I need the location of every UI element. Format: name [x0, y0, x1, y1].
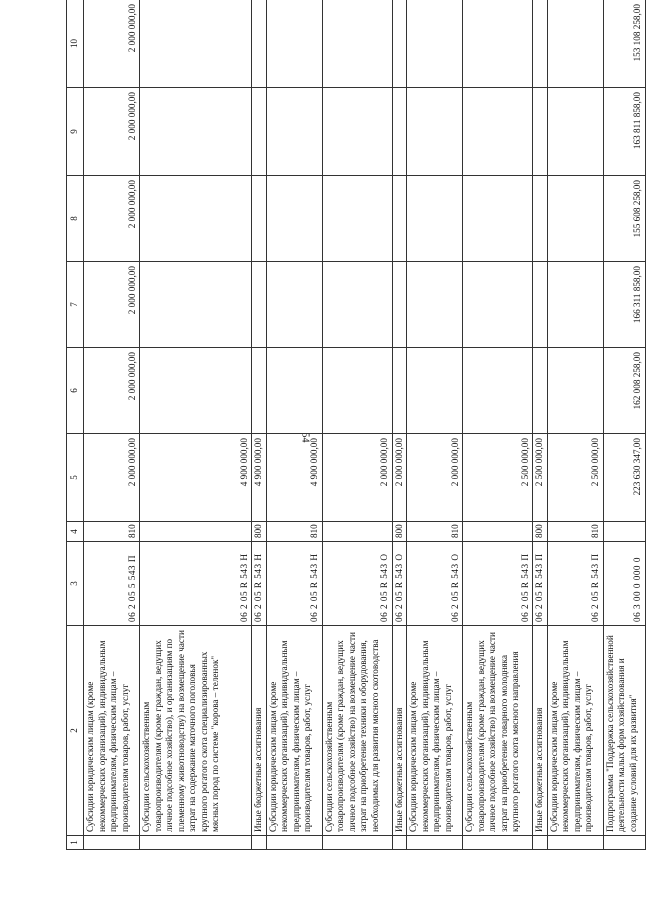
first-col-cell [140, 836, 252, 850]
table-row [140, 0, 252, 850]
row-vr [322, 522, 392, 542]
value-col-10 [322, 0, 392, 88]
value-col-5: 4 900 000,00 [252, 434, 267, 522]
value-col-5: 2 500 000,00 [547, 434, 603, 522]
header-cell: 9 [67, 88, 84, 176]
table-row [84, 0, 140, 850]
value-col-9 [252, 88, 267, 176]
header-cell: 7 [67, 262, 84, 348]
table-row [392, 0, 407, 850]
value-col-6 [463, 348, 533, 434]
row-name: Субсидии сельскохозяйственным товаропроизводителям (кроме граждан, ведущих личное подсобное хозяйство) на возмещение части затрат на приобретение товарного молодняка крупного рогатого скота мясного направления [463, 626, 533, 836]
table-row [266, 0, 322, 850]
value-col-10 [463, 0, 533, 88]
value-col-5: 2 000 000,00 [84, 434, 140, 522]
row-name: Иные бюджетные ассигнования [533, 626, 548, 836]
value-col-5: 4 900 000,00 [140, 434, 252, 522]
table-row [533, 0, 548, 850]
value-col-5: 2 000 000,00 [407, 434, 463, 522]
row-name: Субсидии юридическим лицам (кроме некоммерческих организаций), индивидуальным предпринимателям, физическим лицам – производителям товаров, работ, услуг [266, 626, 322, 836]
value-col-10 [266, 0, 322, 88]
row-code: 06 2 05 R 543 Н [252, 542, 267, 626]
table-row [322, 0, 392, 850]
value-col-6 [266, 348, 322, 434]
value-col-10 [392, 0, 407, 88]
value-col-5: 4 900 000,00 [266, 434, 322, 522]
value-col-8: 155 608 258,00 [603, 176, 645, 262]
value-col-7: 166 311 858,00 [603, 262, 645, 348]
row-name: Иные бюджетные ассигнования [252, 626, 267, 836]
value-col-8 [463, 176, 533, 262]
first-col-cell [547, 836, 603, 850]
first-col-cell [266, 836, 322, 850]
value-col-8 [407, 176, 463, 262]
row-name: Субсидии юридическим лицам (кроме некоммерческих организаций), индивидуальным предпринимателям, физическим лицам – производителям товаров, работ, услуг [84, 626, 140, 836]
table-row [463, 0, 533, 850]
row-code: 06 2 05 5 543 П [84, 542, 140, 626]
value-col-8: 2 000 000,00 [84, 176, 140, 262]
table-row [252, 0, 267, 850]
row-vr [463, 522, 533, 542]
value-col-7 [533, 262, 548, 348]
value-col-6 [322, 348, 392, 434]
row-vr: 810 [407, 522, 463, 542]
value-col-5: 2 500 000,00 [463, 434, 533, 522]
row-vr: 810 [547, 522, 603, 542]
row-name: Иные бюджетные ассигнования [392, 626, 407, 836]
value-col-6: 162 008 258,00 [603, 348, 645, 434]
table-row [407, 0, 463, 850]
first-col-cell [407, 836, 463, 850]
first-col-cell [322, 836, 392, 850]
row-code: 06 2 05 R 543 Н [140, 542, 252, 626]
header-cell: 1 [67, 836, 84, 850]
header-cell: 3 [67, 542, 84, 626]
table-row [547, 0, 603, 850]
value-col-10: 2 000 000,00 [84, 0, 140, 88]
value-col-9 [322, 88, 392, 176]
value-col-5: 2 000 000,00 [392, 434, 407, 522]
value-col-6 [407, 348, 463, 434]
value-col-9 [140, 88, 252, 176]
rotated-page [66, 0, 642, 850]
value-col-7 [140, 262, 252, 348]
row-code: 06 2 05 R 543 О [322, 542, 392, 626]
row-code: 06 2 05 R 543 Н [266, 542, 322, 626]
row-vr: 800 [392, 522, 407, 542]
value-col-7 [407, 262, 463, 348]
header-cell: 2 [67, 626, 84, 836]
value-col-5: 2 000 000,00 [322, 434, 392, 522]
header-cell: 8 [67, 176, 84, 262]
row-vr [603, 522, 645, 542]
value-col-7 [547, 262, 603, 348]
first-col-cell [603, 836, 645, 850]
value-col-8 [322, 176, 392, 262]
first-col-cell [392, 836, 407, 850]
value-col-7: 2 000 000,00 [84, 262, 140, 348]
value-col-7 [322, 262, 392, 348]
value-col-5: 223 630 347,00 [603, 434, 645, 522]
row-vr: 810 [266, 522, 322, 542]
value-col-10: 153 108 258,00 [603, 0, 645, 88]
row-vr [140, 522, 252, 542]
row-code: 06 2 05 R 543 П [533, 542, 548, 626]
value-col-9 [266, 88, 322, 176]
value-col-9: 163 811 858,00 [603, 88, 645, 176]
header-cell: 5 [67, 434, 84, 522]
header-cell: 10 [67, 0, 84, 88]
value-col-6 [547, 348, 603, 434]
value-col-9 [463, 88, 533, 176]
value-col-9 [407, 88, 463, 176]
first-col-cell [463, 836, 533, 850]
value-col-10 [407, 0, 463, 88]
row-code: 06 2 05 R 543 О [392, 542, 407, 626]
value-col-9 [547, 88, 603, 176]
value-col-9: 2 000 000,00 [84, 88, 140, 176]
row-name: Субсидии сельскохозяйственным товаропроизводителям (кроме граждан, ведущих личное подсобное хозяйство), и организациям по племенному животноводству) на возмещение части затрат на содержание маточного поголовья крупного рогатого скота специализированных мясных пород по системе "корова – теленок" [140, 626, 252, 836]
row-name: Субсидии юридическим лицам (кроме некоммерческих организаций), индивидуальным предпринимателям, физическим лицам – производителям товаров, работ, услуг [407, 626, 463, 836]
row-vr: 800 [533, 522, 548, 542]
value-col-10 [547, 0, 603, 88]
first-col-cell [252, 836, 267, 850]
row-code: 06 3 00 0 000 0 [603, 542, 645, 626]
row-vr: 800 [252, 522, 267, 542]
row-code: 06 2 05 R 543 П [547, 542, 603, 626]
value-col-6 [533, 348, 548, 434]
budget-table [66, 0, 646, 850]
row-code: 06 2 05 R 543 О [407, 542, 463, 626]
value-col-10 [140, 0, 252, 88]
header-cell: 6 [67, 348, 84, 434]
value-col-9 [392, 88, 407, 176]
value-col-8 [140, 176, 252, 262]
value-col-7 [392, 262, 407, 348]
value-col-8 [266, 176, 322, 262]
row-name: Субсидии сельскохозяйственным товаропроизводителям (кроме граждан, ведущих личное подсобное хозяйство) на возмещение части затрат на приобретение техники и оборудования, необходимых для развития мясного скотоводства [322, 626, 392, 836]
row-vr: 810 [84, 522, 140, 542]
value-col-6: 2 000 000,00 [84, 348, 140, 434]
first-col-cell [533, 836, 548, 850]
value-col-10 [533, 0, 548, 88]
value-col-10 [252, 0, 267, 88]
value-col-6 [140, 348, 252, 434]
table-row [603, 0, 645, 850]
header-row [67, 0, 84, 850]
value-col-7 [252, 262, 267, 348]
row-name: Подпрограмма "Поддержка сельскохозяйственной деятельности малых форм хозяйствования и создание условий для их развития" [603, 626, 645, 836]
row-code: 06 2 05 R 543 П [463, 542, 533, 626]
header-cell: 4 [67, 522, 84, 542]
value-col-8 [547, 176, 603, 262]
value-col-8 [392, 176, 407, 262]
value-col-5: 2 500 000,00 [533, 434, 548, 522]
page-number: 54 [299, 432, 311, 443]
value-col-8 [252, 176, 267, 262]
row-name: Субсидии юридическим лицам (кроме некоммерческих организаций), индивидуальным предпринимателям, физическим лицам – производителям товаров, работ, услуг [547, 626, 603, 836]
value-col-7 [463, 262, 533, 348]
value-col-6 [252, 348, 267, 434]
first-col-cell [84, 836, 140, 850]
value-col-7 [266, 262, 322, 348]
value-col-9 [533, 88, 548, 176]
value-col-6 [392, 348, 407, 434]
value-col-8 [533, 176, 548, 262]
